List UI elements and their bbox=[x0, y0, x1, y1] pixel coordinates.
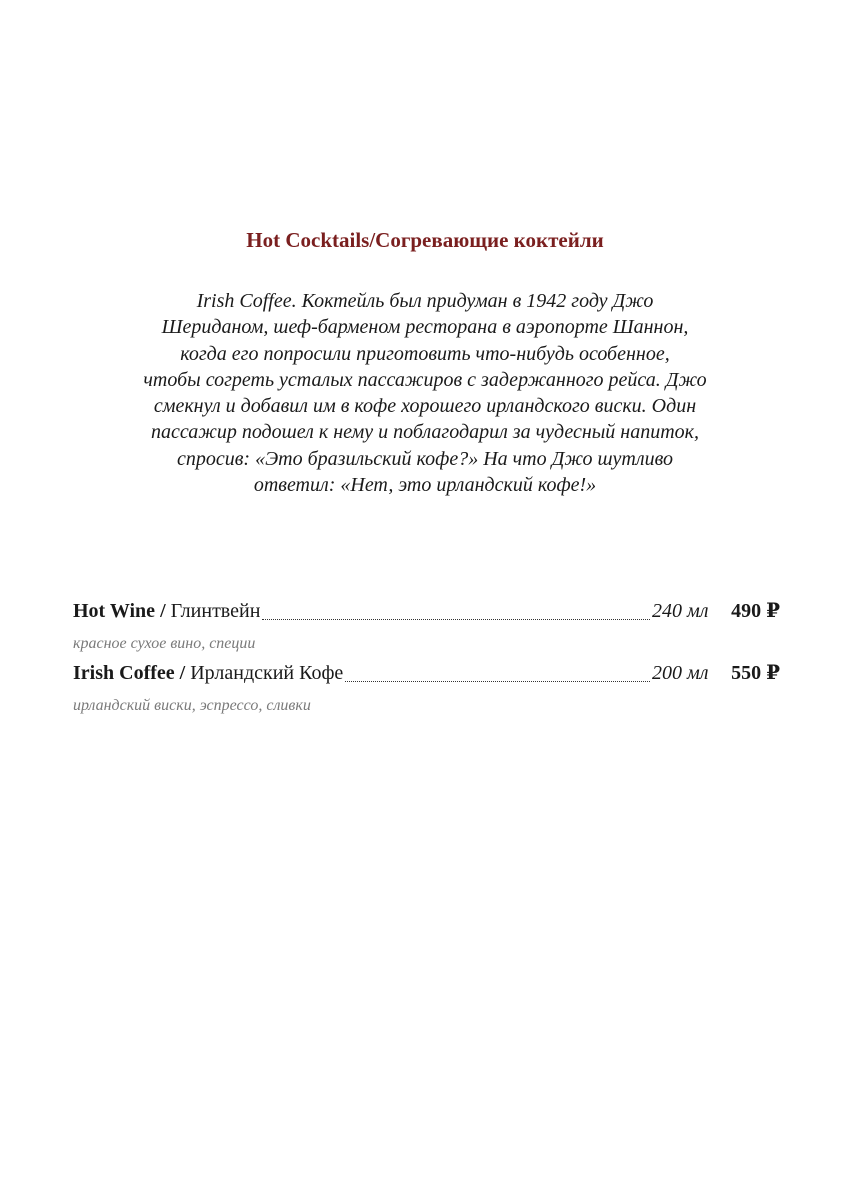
item-name-en: Hot Wine bbox=[73, 600, 156, 622]
menu-list bbox=[73, 597, 780, 721]
story-line: смекнул и добавил им в кофе хорошего ирландского виски. Один bbox=[153, 395, 697, 418]
item-volume: 240 мл bbox=[652, 600, 709, 622]
story-line: Шериданом, шеф-барменом ресторана в аэропорте Шаннон, bbox=[161, 316, 689, 339]
item-name bbox=[73, 659, 343, 687]
story-line: чтобы согреть усталых пассажиров с задержанного рейса. Джо bbox=[143, 368, 707, 391]
item-price: 550 ₽ bbox=[731, 662, 780, 684]
story-line: Irish Coffee. Коктейль был придуман в 1942 году Джо bbox=[196, 290, 654, 312]
story-line: ответил: «Нет, это ирландский кофе!» bbox=[253, 474, 597, 497]
menu-item-hot-wine bbox=[73, 597, 780, 659]
dot-leader bbox=[262, 619, 650, 620]
item-name-separator: / bbox=[155, 600, 171, 622]
menu-item-row bbox=[73, 659, 780, 687]
dot-leader bbox=[345, 681, 650, 682]
item-name-en: Irish Coffee bbox=[73, 662, 175, 684]
item-description: красное сухое вино, специи bbox=[73, 635, 256, 652]
item-name-ru: Глинтвейн bbox=[170, 600, 261, 622]
story-line: когда его попросили приготовить что-нибудь особенное, bbox=[180, 342, 670, 365]
item-name-separator: / bbox=[174, 662, 191, 684]
story-line: спросив: «Это бразильский кофе?» На что Джо шутливо bbox=[176, 447, 674, 470]
irish-coffee-story bbox=[95, 288, 755, 498]
story-line: пассажир подошел к нему и поблагодарил за чудесный напиток, bbox=[150, 421, 700, 444]
menu-item-irish-coffee bbox=[73, 659, 780, 721]
menu-item-row bbox=[73, 597, 780, 625]
item-name-ru: Ирландский Кофе bbox=[190, 662, 344, 684]
item-description: ирландский виски, эспрессо, сливки bbox=[73, 697, 311, 714]
section-title: Hot Cocktails/Согревающие коктейли bbox=[246, 228, 604, 252]
item-volume: 200 мл bbox=[652, 662, 709, 684]
item-name bbox=[73, 597, 260, 625]
item-price: 490 ₽ bbox=[731, 600, 780, 622]
